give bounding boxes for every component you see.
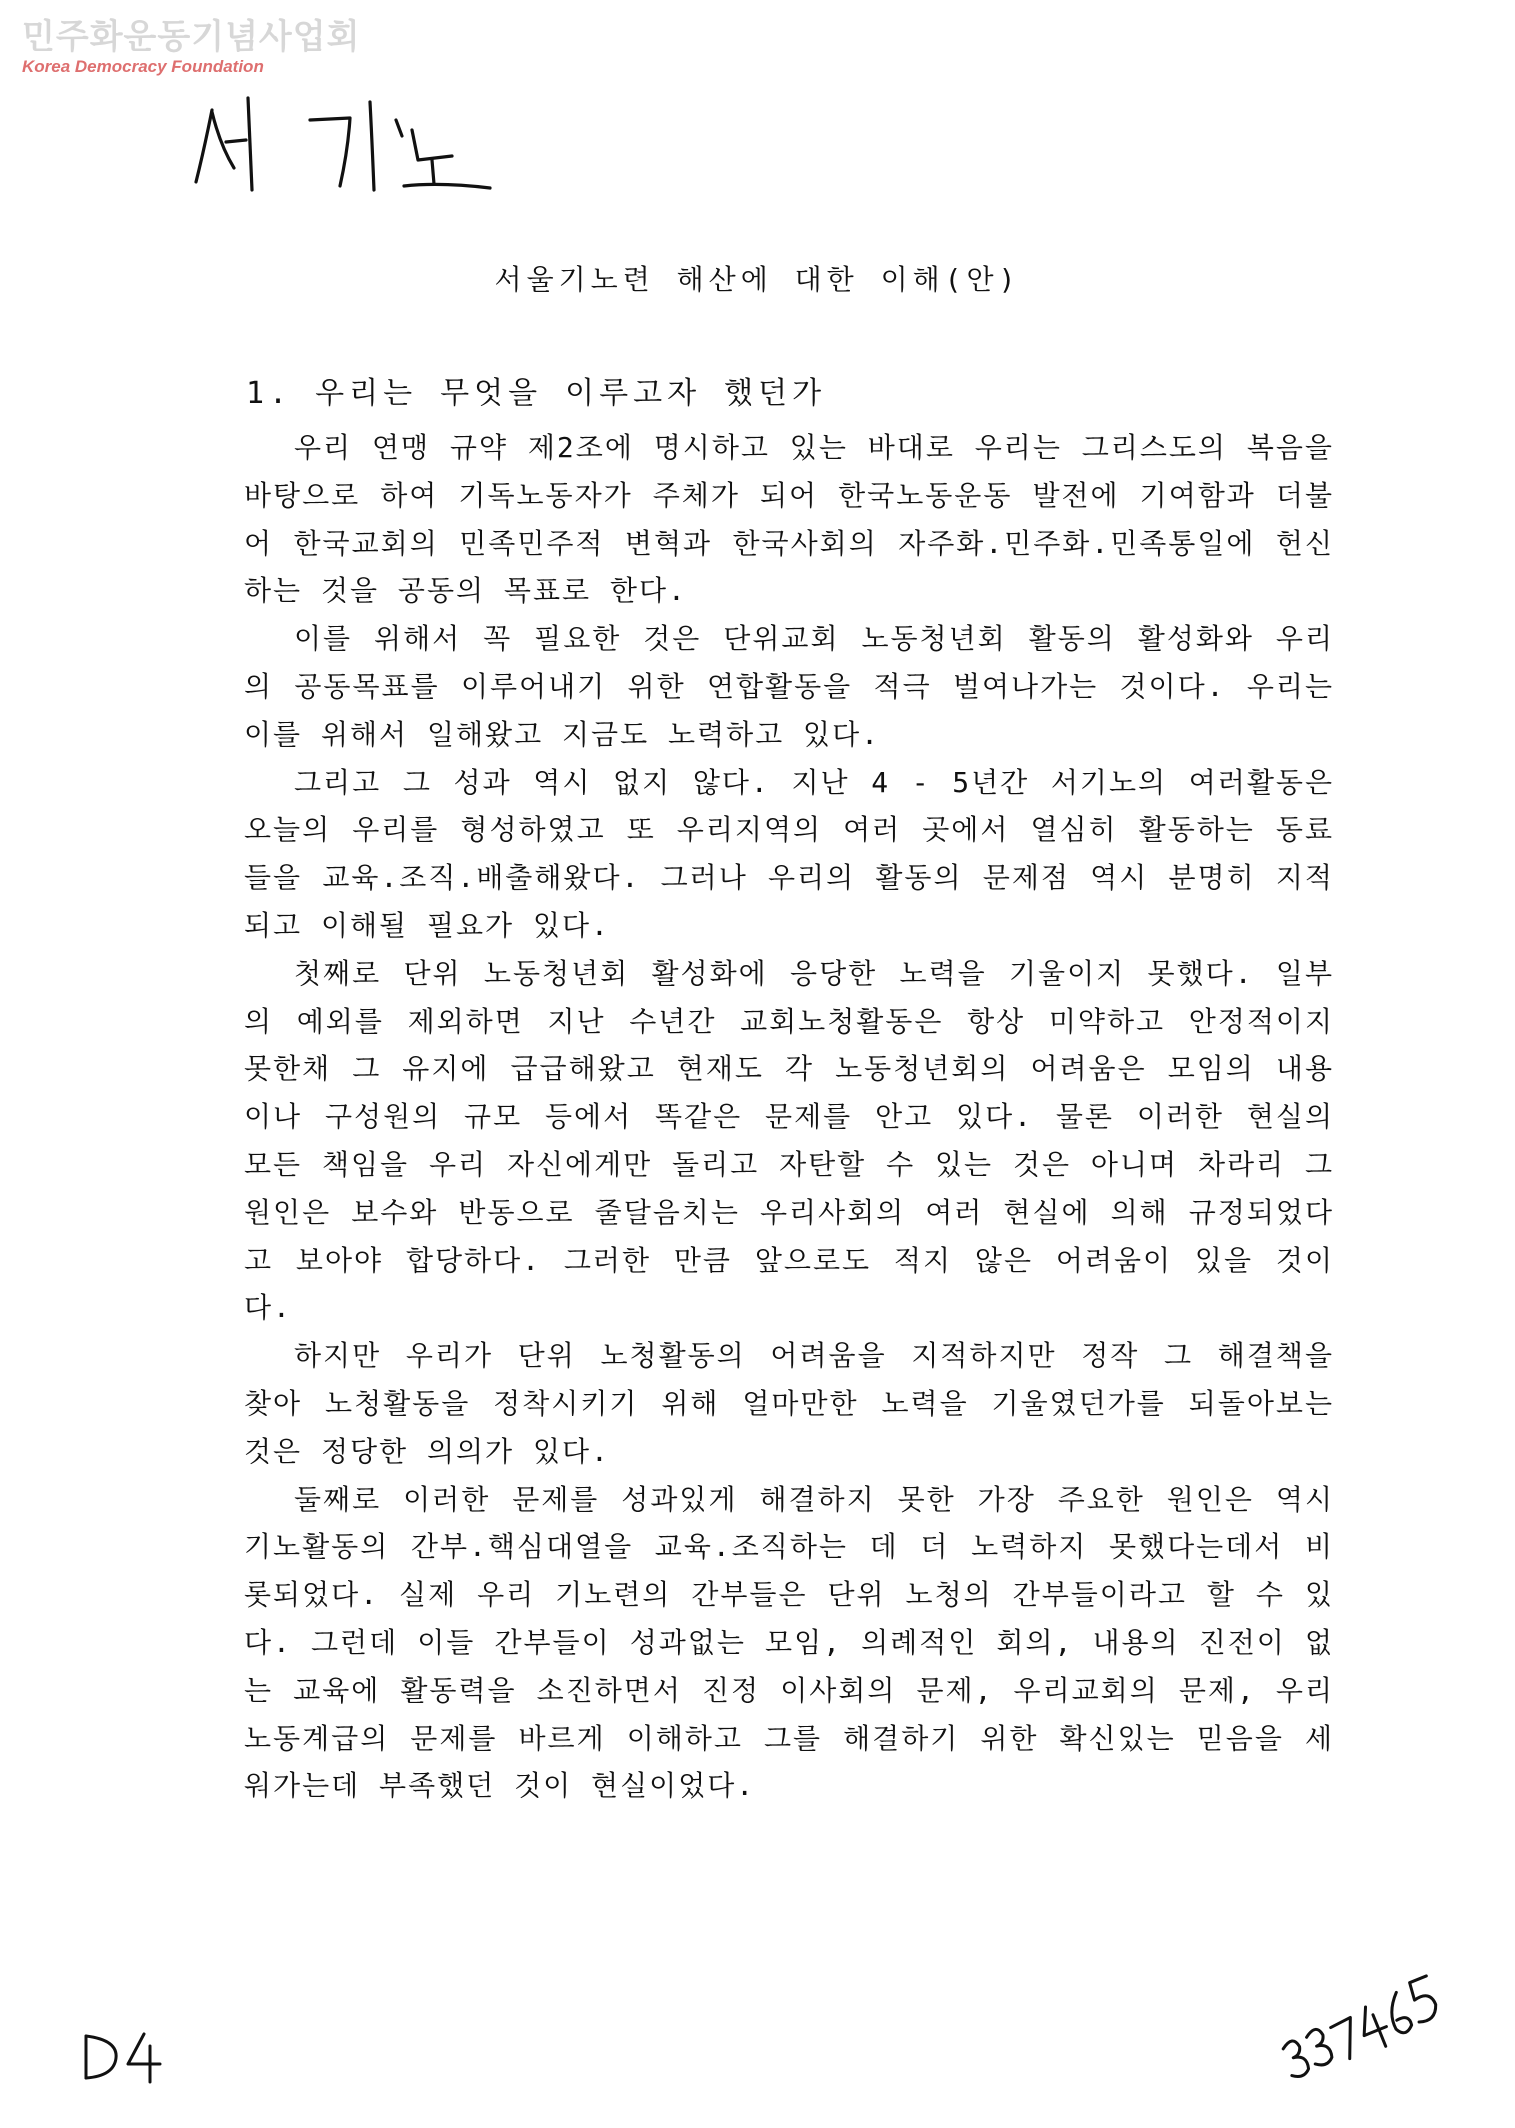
- paragraph: 하지만 우리가 단위 노청활동의 어려움을 지적하지만 정작 그 해결책을 찾아 노청활동을 정착시키기 위해 얼마만한 노력을 기울였던가를 되돌아보는 것은 정당한 의의가 있다.: [244, 1339, 1334, 1468]
- document-title: 서울기노련 해산에 대한 이해(안): [494, 263, 1021, 296]
- handwritten-note: [190, 90, 510, 200]
- paragraph: 그리고 그 성과 역시 없지 않다. 지난 4 - 5년간 서기노의 여러활동은 오늘의 우리를 형성하였고 또 우리지역의 여러 곳에서 열심히 활동하는 동료들을 교육.조직.배출해왔다. 그러나 우리의 활동의 문제점 역시 분명히 지적되고 이해될 필요가 있다.: [244, 765, 1334, 942]
- watermark-english: Korea Democracy Foundation: [22, 57, 264, 76]
- section-heading: 1. 우리는 무엇을 이루고자 했던가: [246, 376, 827, 411]
- document-body: [244, 424, 1334, 1810]
- watermark: [22, 17, 361, 76]
- paragraph: 첫째로 단위 노동청년회 활성화에 응당한 노력을 기울이지 못했다. 일부의 예외를 제외하면 지난 수년간 교회노청활동은 항상 미약하고 안정적이지 못한채 그 유지에 급급해왔고 현재도 각 노동청년회의 어려움은 모임의 내용이나 구성원의 규모 등에서 똑같은 문제를 안고 있다. 물론 이러한 현실의 모든 책임을 우리 자신에게만 돌리고 자탄할 수 있는 것은 아니며 차라리 그 원인은 보수와 반동으로 줄달음치는 우리사회의 여러 현실에 의해 규정되었다고 보아야 합당하다. 그러한 만큼 앞으로도 적지 않은 어려움이 있을 것이다.: [244, 956, 1334, 1325]
- watermark-korean: 민주화운동기념사업회: [22, 17, 361, 57]
- paragraph: 우리 연맹 규약 제2조에 명시하고 있는 바대로 우리는 그리스도의 복음을 바탕으로 하여 기독노동자가 주체가 되어 한국노동운동 발전에 기여함과 더불어 한국교회의 민족민주적 변혁과 한국사회의 자주화.민주화.민족통일에 헌신하는 것을 공동의 목표로 한다.: [244, 431, 1334, 608]
- handwritten-page-code: [78, 2030, 168, 2086]
- handwritten-serial-number: [1270, 1960, 1450, 2080]
- paragraph: 둘째로 이러한 문제를 성과있게 해결하지 못한 가장 주요한 원인은 역시 기노활동의 간부.핵심대열을 교육.조직하는 데 더 노력하지 못했다는데서 비롯되었다. 실제 우리 기노련의 간부들은 단위 노청의 간부들이라고 할 수 있다. 그런데 이들 간부들이 성과없는 모임, 의례적인 회의, 내용의 진전이 없는 교육에 활동력을 소진하면서 진정 이사회의 문제, 우리교회의 문제, 우리 노동계급의 문제를 바르게 이해하고 그를 해결하기 위한 확신있는 믿음을 세워가는데 부족했던 것이 현실이었다.: [244, 1482, 1334, 1803]
- paragraph: 이를 위해서 꼭 필요한 것은 단위교회 노동청년회 활동의 활성화와 우리의 공동목표를 이루어내기 위한 연합활동을 적극 벌여나가는 것이다. 우리는 이를 위해서 일해왔고 지금도 노력하고 있다.: [244, 622, 1334, 751]
